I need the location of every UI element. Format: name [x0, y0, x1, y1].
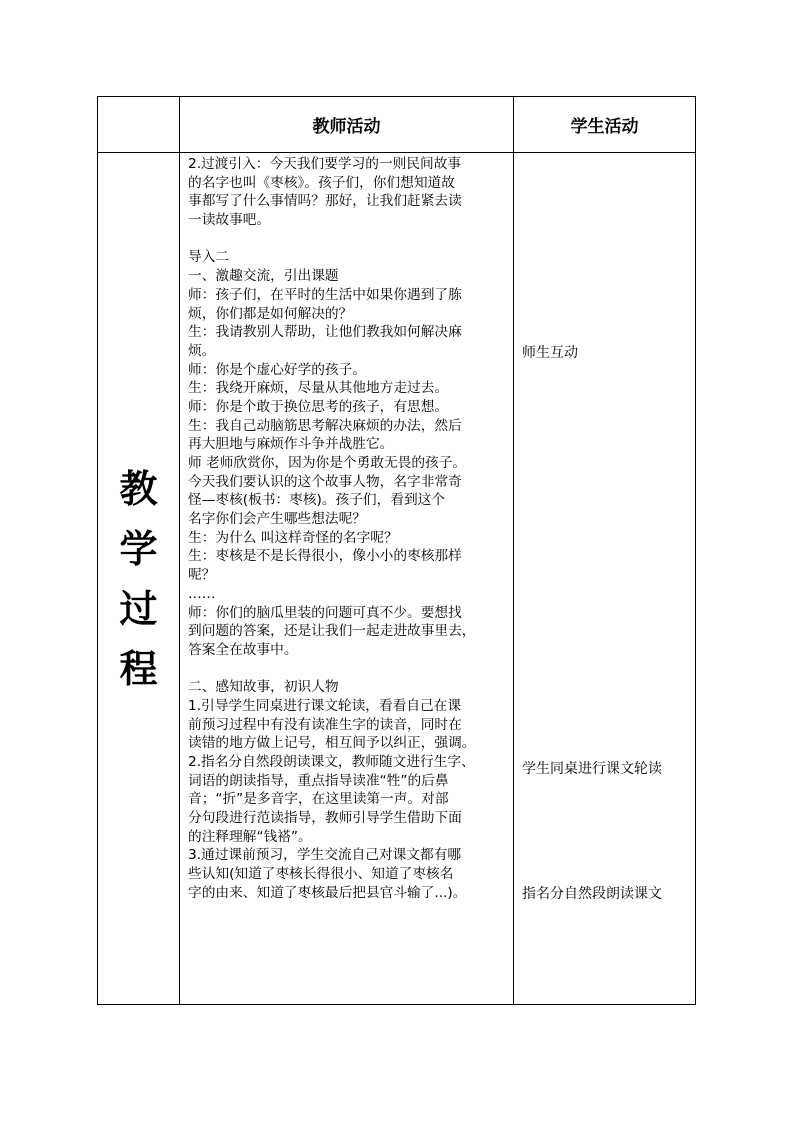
teacher-line: 二、感知故事，初识人物: [188, 679, 339, 696]
teacher-line: 些认知(知道了枣核长得很小、知道了枣核名: [188, 866, 454, 883]
teacher-line: 师 老师欣赏你，因为你是个勇敢无畏的孩子。: [188, 455, 467, 471]
header-student-activity: 学生活动: [514, 97, 696, 153]
teacher-line: 读错的地方做上记号，相互间予以纠正，强调。: [188, 735, 476, 752]
teacher-line: 3.通过课前预习，学生交流自己对课文都有哪: [188, 847, 462, 864]
teacher-line: 词语的朗读指导，重点指导读准“牲”的后鼻: [188, 772, 449, 789]
teacher-line: ……: [188, 585, 216, 602]
student-note: 学生同桌进行课文轮读: [522, 761, 662, 777]
teacher-line: 2.指名分自然段朗读课文，教师随文进行生字、: [188, 754, 475, 770]
side-label-char: 程: [119, 645, 158, 691]
side-label-char: 学: [119, 525, 158, 571]
teacher-line: 前预习过程中有没有读准生字的读音，同时在: [188, 716, 462, 733]
header-blank-cell: [98, 97, 180, 153]
student-note: 师生互动: [522, 345, 578, 361]
teacher-line: [188, 660, 507, 679]
teacher-line: 师：孩子们，在平时的生活中如果你遇到了胨: [188, 286, 462, 303]
teacher-line: 烦。: [188, 342, 216, 359]
teacher-line: 的名字也叫《枣核》。孩子们，你们想知道故: [188, 174, 455, 191]
side-label-char: 过: [119, 585, 158, 631]
header-teacher-activity: 教师活动: [180, 97, 514, 153]
teacher-line: 的注释理解“钱褡”。: [188, 828, 312, 845]
teacher-line: 答案全在故事中。: [188, 641, 298, 658]
content-row: [98, 153, 696, 1005]
student-activity-cell: [514, 153, 696, 1005]
teacher-line: 怪—枣核(板书：枣核)。孩子们，看到这个: [188, 492, 446, 509]
teacher-line: 导入二: [188, 249, 230, 266]
teacher-line: [188, 230, 507, 249]
student-note: 指名分自然段朗读课文: [522, 886, 662, 902]
side-label-char: 教: [119, 465, 158, 511]
teacher-line: 生：为什么 叫这样奇怪的名字呢？: [188, 529, 398, 546]
teacher-line: 生：我绕开麻烦，尽量从其他地方走过去。: [188, 380, 449, 397]
teacher-line: 生：我自己动脑筋思考解决麻烦的办法，然后: [188, 417, 462, 434]
teacher-line: 字的由来、知道了枣核最后把县官斗输了...)。: [188, 884, 467, 901]
teacher-line: 事都写了什么事情吗？那好，让我们赶紧去读: [188, 193, 462, 210]
teacher-line: 生：枣核是不是长得很小，像小小的枣核那样: [188, 548, 462, 565]
teacher-line: 烦，你们都是如何解决的？: [188, 305, 353, 322]
teacher-line: 一读故事吧。: [188, 212, 271, 229]
teacher-line: 2.过渡引入：今天我们要学习的一则民间故事: [188, 156, 462, 172]
teacher-line: 师：你们的脑瓜里装的问题可真不少。要想找: [188, 604, 462, 621]
teacher-line: 今天我们要认识的这个故事人物，名字非常奇: [188, 473, 462, 490]
lesson-table: [97, 96, 696, 1005]
teacher-line: 一、激趣交流，引出课题: [188, 268, 339, 285]
side-label: [114, 459, 164, 699]
header-row: [98, 97, 696, 153]
teacher-line: 生：我请教别人帮助，让他们教我如何解决麻: [188, 324, 462, 341]
teacher-activity-cell: [180, 153, 514, 1005]
teacher-line: 分句段进行范读指导，教师引导学生借助下面: [188, 810, 462, 827]
teacher-line: 到问题的答案，还是让我们一起走进故事里去，: [188, 623, 476, 640]
teacher-line: 再大胆地与麻烦作斗争并战胜它。: [188, 436, 394, 453]
teacher-line: 名字你们会产生哪些想法呢？: [188, 511, 366, 528]
teacher-line: 1.引导学生同桌进行课文轮读，看看自己在课: [188, 697, 462, 714]
teacher-line: 呢？: [188, 567, 216, 584]
side-label-cell: [98, 153, 180, 1005]
teacher-line: 师：你是个敢于换位思考的孩子，有思想。: [188, 398, 449, 415]
teacher-line: 音；“折”是多音字，在这里读第一声。对部: [188, 791, 449, 808]
teacher-line: 师：你是个虚心好学的孩子。: [188, 361, 366, 378]
